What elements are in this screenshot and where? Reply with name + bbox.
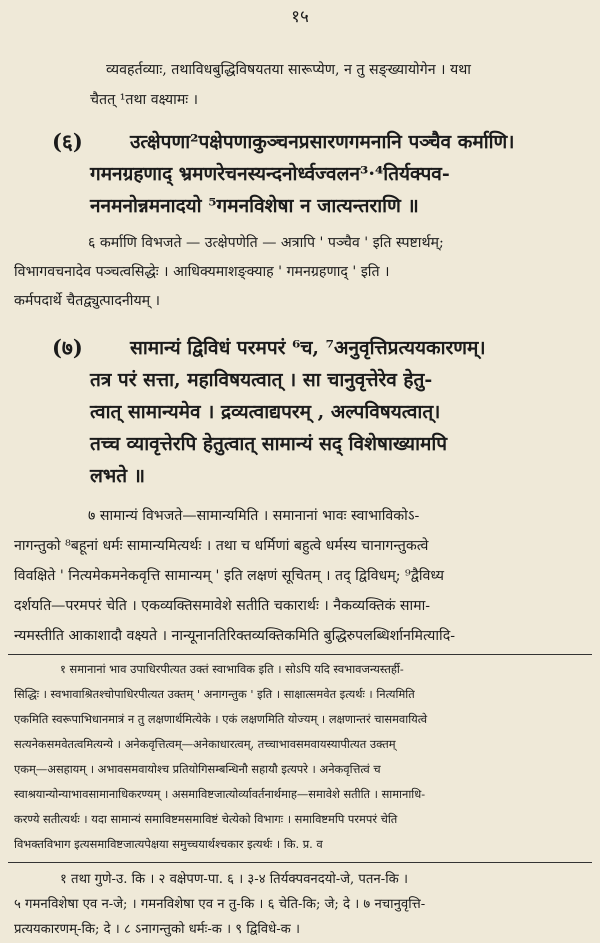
commentary-line: विवक्षिते ' नित्यमेकमनेकवृत्ति सामान्यम् ' इति लक्षणं सूचितम् । तद् द्विविधम्; ⁹द्वैविध्य (14, 568, 444, 584)
commentary-line: ७ सामान्यं विभजते—सामान्यमिति । समानानां भावः स्वाभाविकोऽ- (88, 508, 420, 524)
footnote-line: एकमिति स्वरूपाभिधानमात्रं न तु लक्षणार्थमित्येके । एकं लक्षणमिति योज्यम् । लक्षणान्तरं चासमवायित्वे (14, 712, 428, 726)
variant-reading-line: प्रत्ययकारणम्-कि; दे । ८ ऽनागन्तुको धर्मः-क । ९ द्विविधे-क । (14, 922, 300, 937)
variant-reading-line: १ तथा गुणे-उ. कि । २ वक्षेपण-पा. ६ । ३-४ तिर्यक्पवनदयो-जे, पतन-कि । (60, 872, 408, 887)
sutra-line: तत्र परं सत्ता, महाविषयत्वात् । सा चानुवृत्तेरेव हेतु- (90, 369, 433, 391)
footnote-line: करण्ये सतीत्यर्थः । यदा सामान्यं समाविष्टमसमाविष्टं चेत्येको विभागः । समाविष्टमपि परमपरं चेति (14, 812, 398, 826)
commentary-line: ६ कर्माणि विभजते — उत्क्षेपणेति — अत्रापि ' पञ्चैव ' इति स्पष्टार्थम्; (88, 235, 444, 251)
footnote-line: विभक्तविभाग इत्यसमाविष्टजात्यपेक्षया समुच्चयार्थश्चकार इत्यर्थः । कि. प्र. व (14, 837, 323, 851)
commentary-line: कर्मपदार्थे चैतद्व्युत्पादनीयम् । (14, 293, 161, 309)
variant-reading-line: ५ गमनविशेषा एव न-जे; । गमनविशेषा एव न तु-कि । ६ चेति-कि; जे; दे । ७ नचानुवृत्ति- (14, 897, 426, 912)
sutra-number: (६) (52, 129, 83, 154)
footnote-line: सत्यनेकसमवेतत्वमित्यन्ये । अनेकवृत्तित्वम्—अनेकाधारत्वम्, तच्चाभावसमवायस्यापीत्यत उक्तम् (14, 737, 396, 751)
footnote-line: १ समानानां भाव उपाधिरपीत्यत उक्तं स्वाभाविक इति । सोऽपि यदि स्वभावजन्यस्तर्ही- (60, 662, 404, 676)
footnote-divider (8, 654, 592, 655)
intro-line: व्यवहर्तव्याः, तथाविधबुद्धिविषयतया सारूप्येण, न तु सङ्ख्यायोगेन । यथा (106, 62, 471, 78)
sutra-line: लभते ॥ (90, 465, 146, 487)
sutra-line: उत्क्षेपणा²पक्षेपणाकुञ्चनप्रसारणगमनानि पञ्चैव कर्माणि। (130, 131, 515, 153)
footnote-line: एकम्—असहायम् । अभावसमवायोश्च प्रतियोगिसम्बन्धिनौ सहायौ इत्यपरे । अनेकवृत्तित्वं च (14, 762, 381, 776)
commentary-line: न्यमस्तीति आकाशादौ वक्ष्यते । नान्यूनानतिरिक्तव्यक्तिकमिति बुद्धिरुपलब्धिर्शानमित्यादि- (14, 628, 456, 644)
sutra-line: ननमनोन्नमनादयो ⁵गमनविशेषा न जात्यन्तराणि ॥ (90, 195, 419, 217)
sutra-line: तच्च व्यावृत्तेरपि हेतुत्वात् सामान्यं सद् विशेषाख्यामपि (90, 433, 448, 455)
commentary-line: दर्शयति—परमपरं चेति । एकव्यक्तिसमावेशे सतीति चकारार्थः । नैकव्यक्तिकं सामा- (14, 598, 431, 614)
footnote-line: स्वाश्रयान्योन्याभावसामानाधिकरण्यम् । असमाविष्टजात्योर्व्यावर्तनार्थमाह—समावेशे सतीति । सामानाधि- (14, 787, 426, 801)
intro-line: चैतत् ¹तथा वक्ष्यामः । (90, 92, 199, 108)
commentary-line: नागन्तुको ⁸बहूनां धर्मः सामान्यमित्यर्थः । तथा च धर्मिणां बहुत्वे धर्मस्य चानागन्तुकत्वे (14, 538, 429, 554)
sutra-line: गमनग्रहणाद् भ्रमणरेचनस्यन्दनोर्ध्वज्वलन³·⁴तिर्यक्पव- (90, 163, 450, 185)
page-number: १५ (291, 7, 309, 27)
sutra-line: त्वात् सामान्यमेव । द्रव्यत्वाद्यपरम् , अल्पविषयत्वात्। (90, 401, 441, 423)
commentary-line: विभागवचनादेव पञ्चत्वसिद्धेः । आधिक्यमाशङ्क्याह ' गमनग्रहणाद् ' इति । (14, 264, 390, 280)
footnote-line: सिद्धिः । स्वभावाश्रितश्चोपाधिरपीत्यत उक्तम् ' अनागन्तुक ' इति । साक्षात्समवेत इत्यर्थः । नित्यमिति (14, 687, 415, 701)
variant-readings-divider (8, 862, 592, 863)
sutra-number: (७) (52, 335, 83, 360)
sutra-line: सामान्यं द्विविधं परमपरं ⁶च, ⁷अनुवृत्तिप्रत्ययकारणम्। (130, 337, 486, 359)
